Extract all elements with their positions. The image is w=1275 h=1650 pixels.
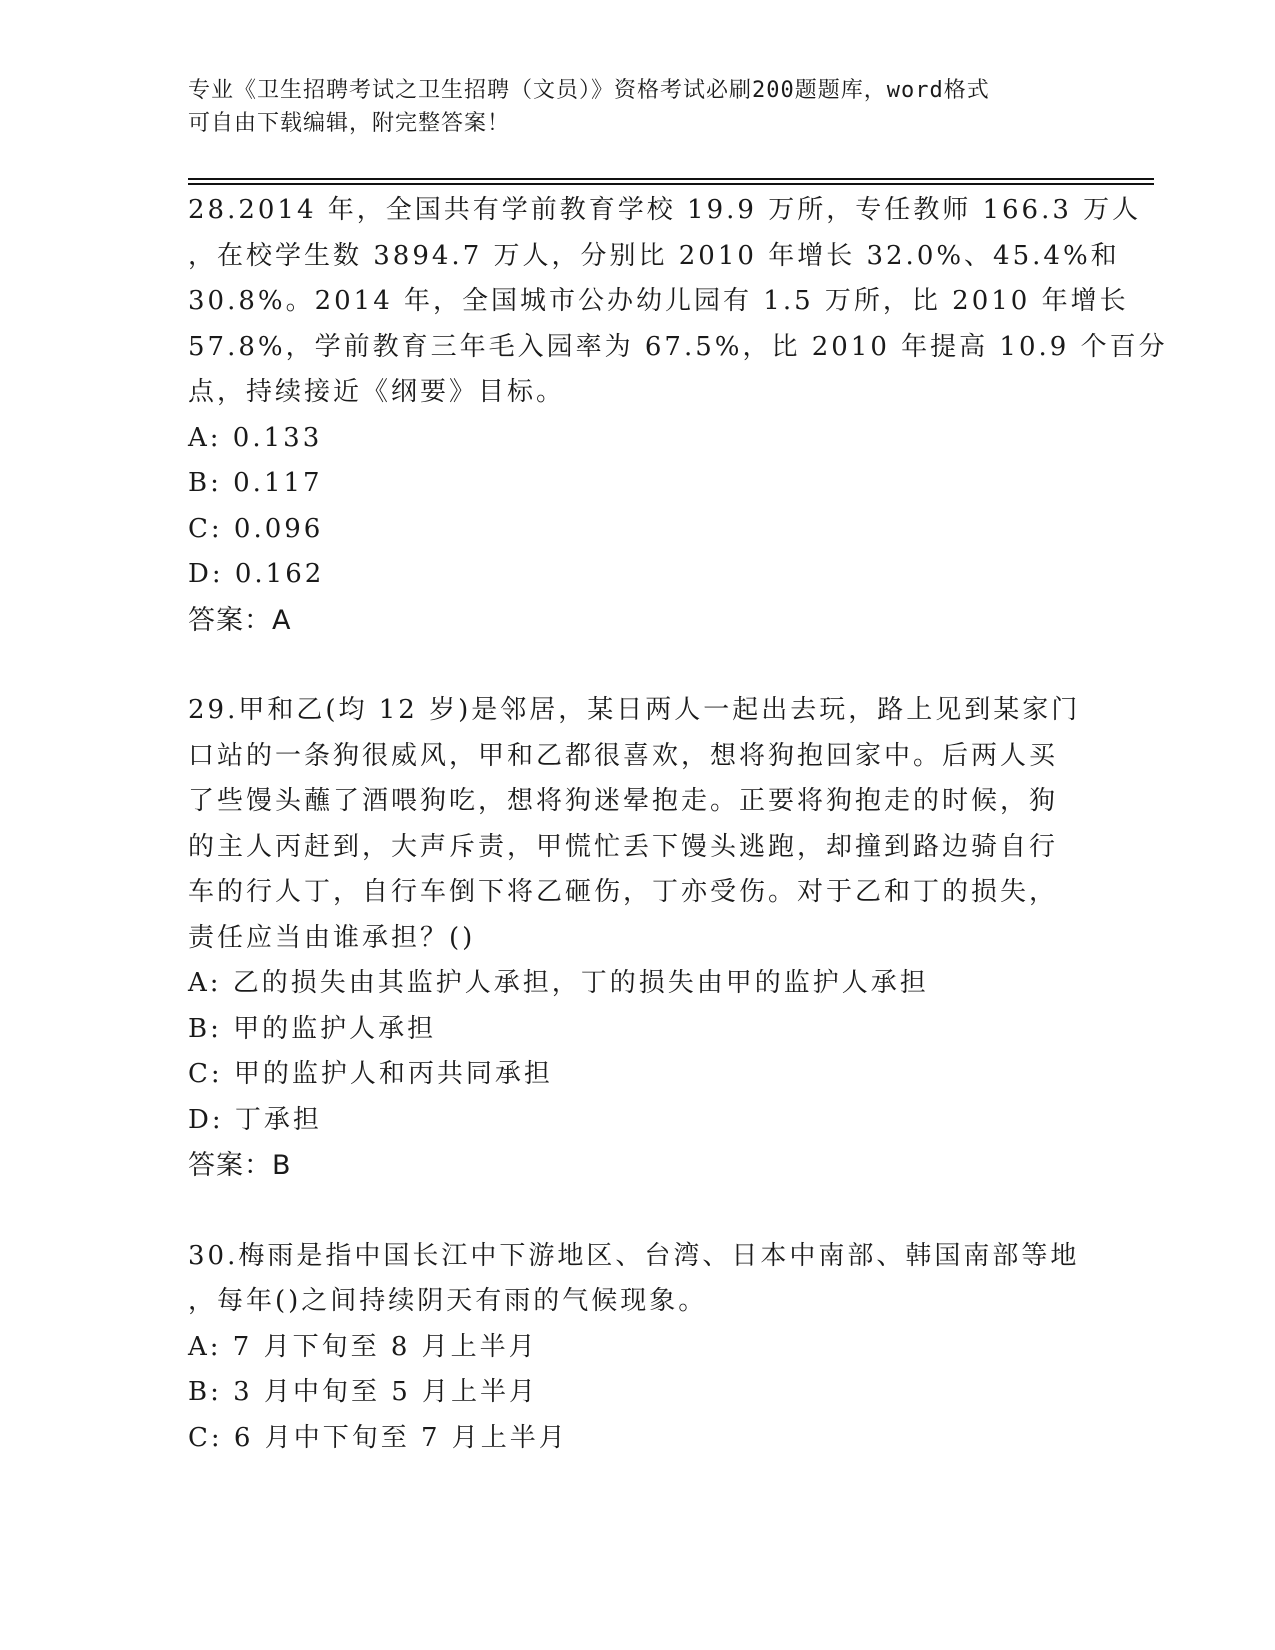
spacer	[188, 1189, 1088, 1234]
option-c: C: 甲的监护人和丙共同承担	[188, 1059, 553, 1089]
option-a: A: 7 月下旬至 8 月上半月	[188, 1331, 538, 1362]
spacer	[188, 643, 1088, 688]
question-text-line: 了些馒头蘸了酒喂狗吃，想将狗迷晕抱走。正要将狗抱走的时候，狗	[188, 786, 1059, 816]
question-text-line: 30.梅雨是指中国长江中下游地区、台湾、日本中南部、韩国南部等地	[188, 1240, 1080, 1271]
question-text-line: 57.8%，学前教育三年毛入园率为 67.5%，比 2010 年提高 10.9 个百分	[188, 331, 1168, 362]
question-29	[188, 688, 1088, 1189]
question-text-line: 点，持续接近《纲要》目标。	[188, 377, 566, 407]
question-text-line: 的主人丙赶到，大声斥责，甲慌忙丢下馒头逃跑，却撞到路边骑自行	[188, 831, 1059, 862]
question-30	[188, 1234, 1088, 1462]
question-text-line: ，每年()之间持续阴天有雨的气候现象。	[188, 1286, 708, 1316]
option-d: D: 0.162	[188, 559, 325, 589]
question-text-line: 30.8%。2014 年，全国城市公办幼儿园有 1.5 万所，比 2010 年增长	[188, 286, 1129, 316]
option-c: C: 0.096	[188, 513, 324, 544]
question-text-line: 28.2014 年，全国共有学前教育学校 19.9 万所，专任教师 166.3 万人	[188, 195, 1142, 225]
question-text-line: 口站的一条狗很威风，甲和乙都很喜欢，想将狗抱回家中。后两人买	[188, 740, 1059, 771]
document-header	[188, 74, 1088, 140]
question-text-line: 29.甲和乙(均 12 岁)是邻居，某日两人一起出去玩，路上见到某家门	[188, 695, 1081, 725]
option-a: A: 0.133	[188, 422, 323, 453]
option-d: D: 丁承担	[188, 1104, 322, 1135]
option-c: C: 6 月中下旬至 7 月上半月	[188, 1422, 568, 1453]
question-list	[188, 188, 1168, 1461]
question-text-line: 责任应当由谁承担？()	[188, 922, 476, 953]
option-b: B: 3 月中旬至 5 月上半月	[188, 1377, 539, 1407]
option-b: B: 甲的监护人承担	[188, 1013, 437, 1044]
header-line-1: 专业《卫生招聘考试之卫生招聘（文员）》资格考试必刷200题题库，word格式	[188, 78, 990, 103]
header-line-2: 可自由下载编辑，附完整答案！	[188, 111, 511, 136]
option-b: B: 0.117	[188, 468, 323, 498]
question-text-line: ，在校学生数 3894.7 万人，分别比 2010 年增长 32.0%、45.4%和	[188, 240, 1120, 271]
answer-label: 答案：B	[188, 1150, 292, 1181]
header-divider-bottom	[188, 183, 1154, 185]
question-28	[188, 188, 1168, 643]
option-a: A: 乙的损失由其监护人承担，丁的损失由甲的监护人承担	[188, 968, 929, 998]
question-text-line: 车的行人丁，自行车倒下将乙砸伤，丁亦受伤。对于乙和丁的损失，	[188, 877, 1059, 907]
answer-label: 答案：A	[188, 604, 292, 636]
header-divider-top	[188, 178, 1154, 180]
